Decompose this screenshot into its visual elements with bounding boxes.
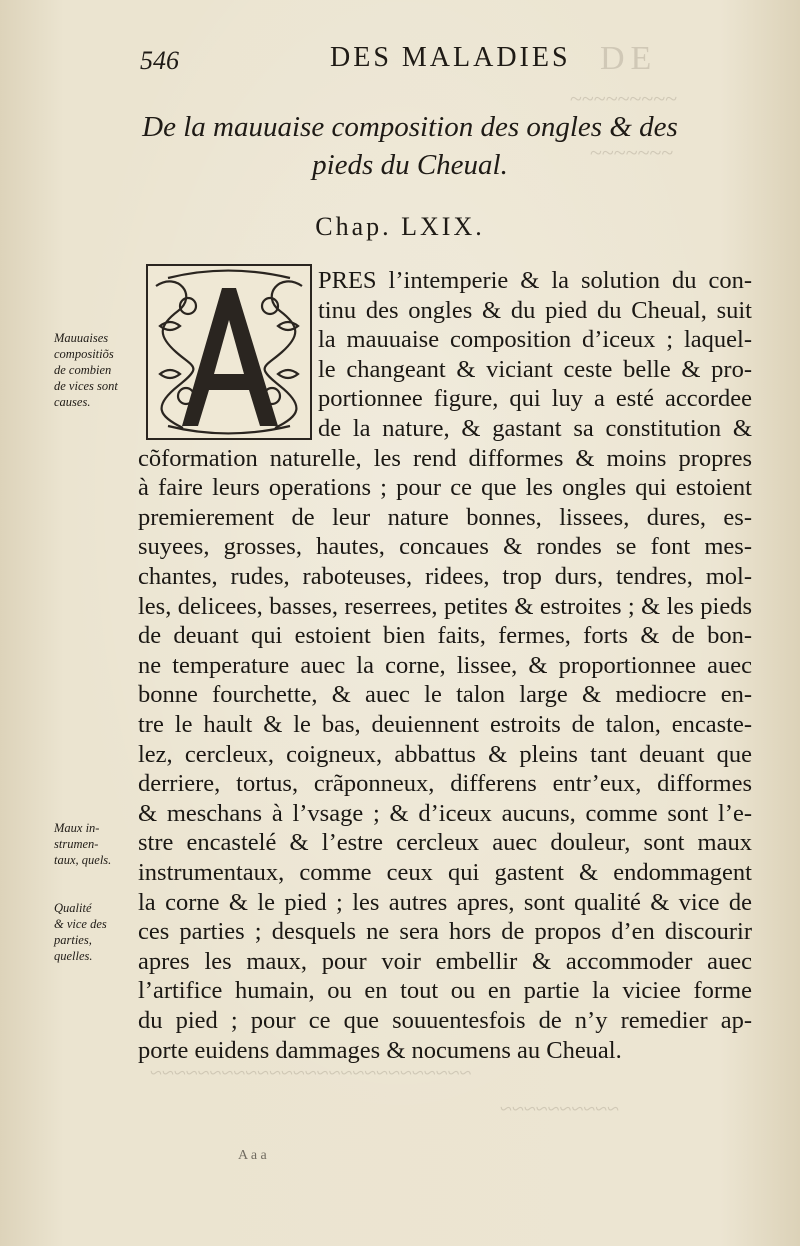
body-line: tre le hault & le bas, deuiennent estroits de talon, encaste- [138,711,752,738]
body-line: tinu des ongles & du pied du Cheual, suit [318,297,752,324]
body-line: porte euidens dammages & nocumens au Cheual. [138,1037,622,1064]
body-line: l’artifice humain, ou en tout ou en partie la viciee forme [138,977,752,1004]
margin-note-line: quelles. [54,949,93,963]
show-through-text: ~~~~~~~ [590,140,674,165]
margin-note-line: Qualité [54,901,92,915]
body-line: premierement de leur nature bonnes, lissees, dures, es- [138,504,752,531]
body-line: chantes, rudes, raboteuses, ridees, trop durs, tendres, mol- [138,563,752,590]
body-line: le changeant & viciant ceste belle & pro- [318,356,752,383]
margin-note-line: parties, [54,933,92,947]
body-line: les, delicees, basses, reserrees, petites & estroites ; & les pieds [138,593,752,620]
margin-note-line: de combien [54,363,112,377]
body-line: apres les maux, pour voir embellir & accommoder auec [138,948,752,975]
section-title-line: pieds du Cheual. [312,149,508,181]
body-line: cõformation naturelle, les rend difformes & moins propres [138,445,752,472]
running-title: DES MALADIES [330,42,571,73]
show-through-text: ~~~~~~~~~ [570,86,678,111]
margin-note-line: Mauuaises [54,331,109,345]
body-line: du pied ; pour ce que souuentesfois de n’y remedier ap- [138,1007,752,1034]
decorated-initial [146,264,312,440]
body-line: la mauuaise composition d’iceux ; laquel- [318,326,752,353]
body-line: bonne fourchette, & auec le talon large & mediocre en- [138,681,752,708]
body-line: lez, cercleux, coigneux, abbattus & pleins tant deuant que [138,741,752,768]
margin-note [54,900,107,964]
page-number: 546 [140,46,179,75]
margin-note-line: de vices sont [54,379,118,393]
margin-note-line: Maux in- [54,821,100,835]
body-line: PRES l’intemperie & la solution du con- [318,267,752,294]
margin-note-line: compositiõs [54,347,114,361]
body-line: instrumentaux, comme ceux qui gastent & endommagent [138,859,752,886]
body-line: & meschans à l’vsage ; & d’iceux aucuns, comme sont l’e- [138,800,752,827]
signature-mark: A a a [238,1148,267,1163]
body-line: suyees, grosses, hautes, concaues & rondes se font mes- [138,533,752,560]
margin-note-line: strumen- [54,837,99,851]
section-title-line: De la mauuaise composition des ongles & des [142,111,678,143]
running-head [0,42,800,82]
body-line: portionnee figure, qui luy a esté accordee [318,385,752,412]
body-line: ne temperature auec la corne, lissee, & proportionnee auec [138,652,752,679]
margin-note [54,330,118,410]
body-line: à faire leurs operations ; pour ce que les ongles qui estoient [138,474,752,501]
body-line: ces parties ; desquels ne sera hors de propos d’en discourir [138,918,752,945]
section-title [120,108,700,184]
chapter-heading: Chap. LXIX. [315,212,485,241]
margin-note-line: causes. [54,395,91,409]
show-through-text: ~~~~~~~~~~~~~~~~~~~~~~~~~~~ [150,1060,472,1085]
margin-note-line: & vice des [54,917,107,931]
body-line: la corne & le pied ; les autres apres, sont qualité & vice de [138,889,752,916]
margin-note [54,820,111,868]
show-through-text: ~~~~~~~~~~ [500,1096,620,1121]
show-through-text: DE [600,40,658,77]
margin-note-line: taux, quels. [54,853,112,867]
body-line: de la nature, & gastant sa constitution & [318,415,752,442]
ornamental-vine-icon [148,266,310,438]
body-line: de deuant qui estoient bien faits, fermes, forts & de bon- [138,622,752,649]
body-line: derriere, tortus, crãponneux, differens entr’eux, difformes [138,770,752,797]
body-line: stre encastelé & l’estre cercleux auec douleur, sont maux [138,829,752,856]
